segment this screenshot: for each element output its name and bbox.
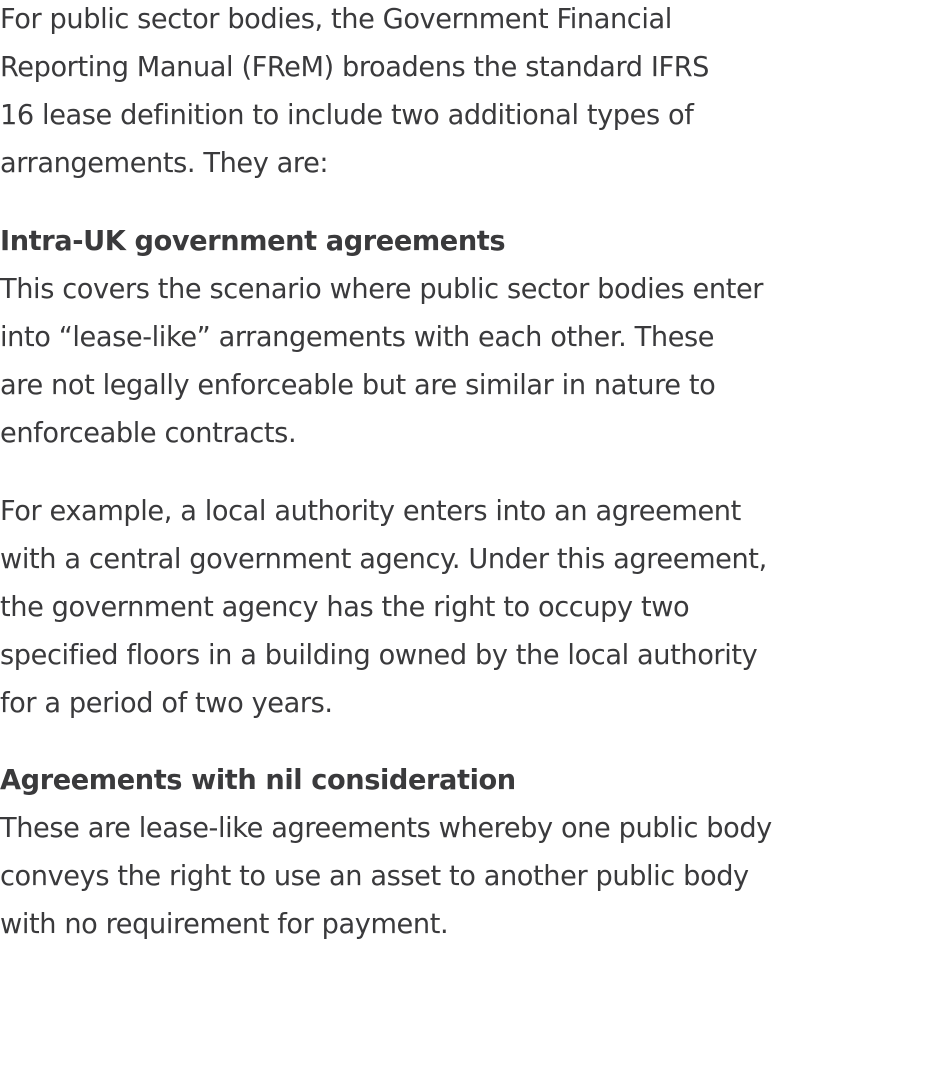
example-line: For example, a local authority enters into an agreement [0, 496, 741, 527]
section1-body-line: are not legally enforceable but are similar in nature to [0, 370, 716, 401]
section2-body-line: conveys the right to use an asset to another public body [0, 861, 749, 892]
section-heading-nil-consideration: Agreements with nil consideration [0, 765, 516, 796]
section1-body-line: This covers the scenario where public sector bodies enter [0, 274, 764, 305]
section1-body-line: into “lease-like” arrangements with each other. These [0, 322, 715, 353]
example-line: with a central government agency. Under this agreement, [0, 544, 767, 575]
intro-line: 16 lease definition to include two additional types of [0, 100, 694, 131]
intro-line: Reporting Manual (FReM) broadens the standard IFRS [0, 52, 710, 83]
section2-body-line: These are lease-like agreements whereby one public body [0, 813, 772, 844]
example-line: the government agency has the right to occupy two [0, 592, 690, 623]
intro-line: arrangements. They are: [0, 148, 329, 179]
section2-body-line: with no requirement for payment. [0, 909, 449, 940]
section1-body-line: enforceable contracts. [0, 418, 297, 449]
example-line: specified floors in a building owned by the local authority [0, 640, 758, 671]
intro-line: For public sector bodies, the Government Financial [0, 4, 672, 35]
section-heading-intra-uk: Intra-UK government agreements [0, 226, 506, 257]
example-line: for a period of two years. [0, 688, 333, 719]
